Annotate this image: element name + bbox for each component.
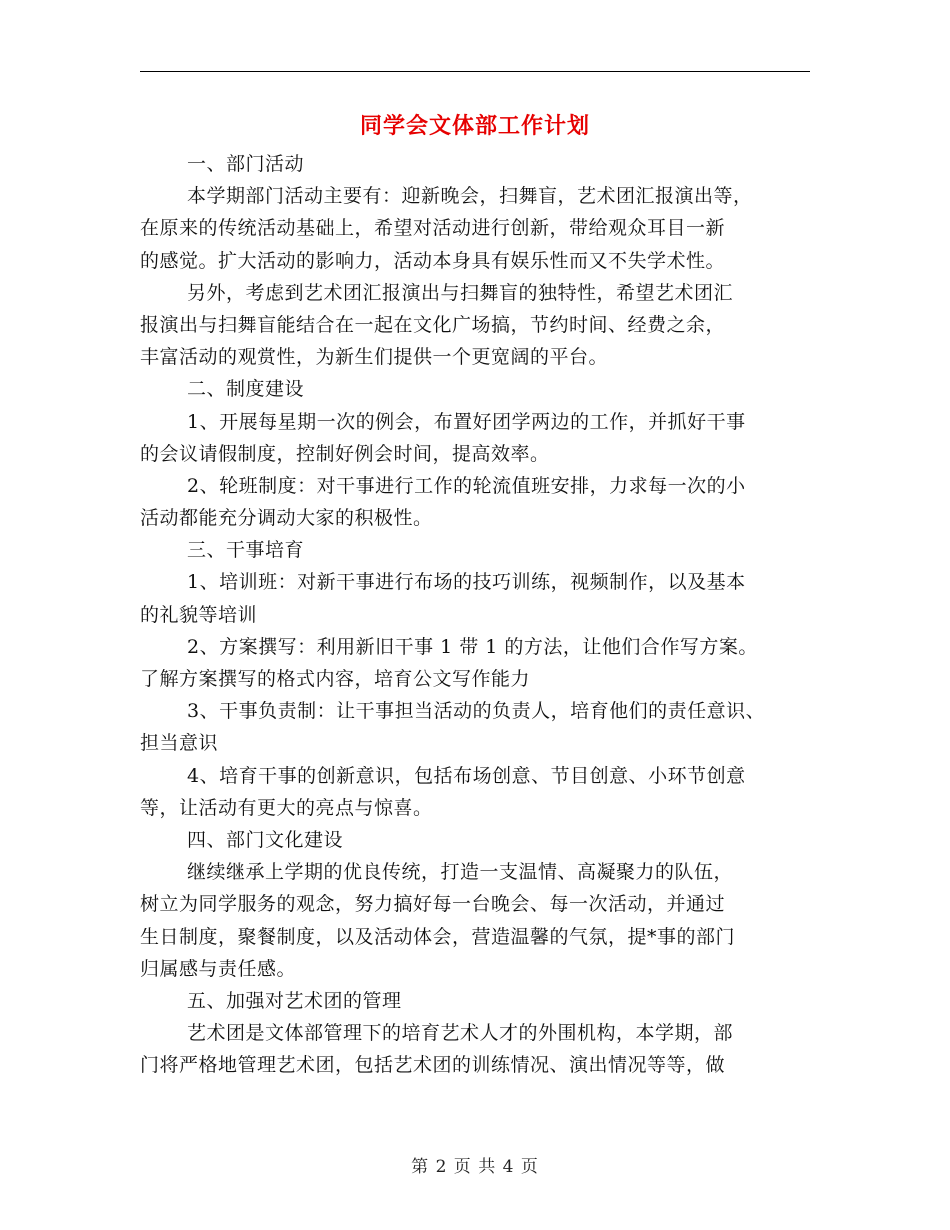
text-line: 继续继承上学期的优良传统，打造一支温情、高凝聚力的队伍， bbox=[187, 861, 734, 884]
text-line: 担当意识 bbox=[140, 732, 219, 755]
text-line: 四、部门文化建设 bbox=[187, 828, 344, 851]
text-line: 一、部门活动 bbox=[187, 153, 305, 175]
text-line: 丰富活动的观赏性，为新生们提供一个更宽阔的平台。 bbox=[140, 346, 609, 369]
text-line: 4、培育干事的创新意识，包括布场创意、节目创意、小环节创意 bbox=[187, 764, 746, 787]
text-line: 树立为同学服务的观念，努力搞好每一台晚会、每一次活动，并通过 bbox=[140, 893, 726, 916]
text-line: 了解方案撰写的格式内容，培育公文写作能力 bbox=[140, 668, 531, 690]
document-body bbox=[140, 148, 810, 1081]
text-line: 门将严格地管理艺术团，包括艺术团的训练情况、演出情况等等，做 bbox=[140, 1054, 726, 1077]
text-line: 2、方案撰写：利用新旧干事 1 带 1 的方法，让他们合作写方案。 bbox=[187, 635, 758, 658]
text-line: 的感觉。扩大活动的影响力，活动本身具有娱乐性而又不失学术性。 bbox=[140, 249, 726, 272]
header-rule bbox=[140, 71, 810, 72]
text-line: 2、轮班制度：对干事进行工作的轮流值班安排，力求每一次的小 bbox=[187, 474, 746, 497]
text-line: 归属感与责任感。 bbox=[140, 957, 297, 980]
text-line: 艺术团是文体部管理下的培育艺术人才的外围机构，本学期，部 bbox=[187, 1022, 734, 1045]
text-line: 报演出与扫舞盲能结合在一起在文化广场搞，节约时间、经费之余， bbox=[140, 313, 726, 336]
text-line: 另外，考虑到艺术团汇报演出与扫舞盲的独特性，希望艺术团汇 bbox=[187, 281, 734, 304]
text-line: 的礼貌等培训 bbox=[140, 603, 258, 626]
text-line: 二、制度建设 bbox=[187, 378, 305, 401]
text-line: 三、干事培育 bbox=[187, 539, 305, 562]
text-line: 3、干事负责制：让干事担当活动的负责人，培育他们的责任意识、 bbox=[187, 700, 766, 723]
text-line: 活动都能充分调动大家的积极性。 bbox=[140, 507, 433, 530]
text-line: 1、培训班：对新干事进行布场的技巧训练，视频制作，以及基本 bbox=[187, 571, 746, 594]
page-footer: 第 2 页 共 4 页 bbox=[411, 1157, 539, 1177]
text-line: 等，让活动有更大的亮点与惊喜。 bbox=[140, 796, 433, 819]
text-line: 生日制度，聚餐制度，以及活动体会，营造温馨的气氛，提*事的部门 bbox=[140, 925, 736, 948]
text-line: 的会议请假制度，控制好例会时间，提高效率。 bbox=[140, 442, 550, 465]
text-line: 1、开展每星期一次的例会，布置好团学两边的工作，并抓好干事 bbox=[187, 410, 746, 433]
document-title: 同学会文体部工作计划 bbox=[359, 113, 590, 139]
text-line: 本学期部门活动主要有：迎新晚会，扫舞盲，艺术团汇报演出等， bbox=[187, 185, 753, 208]
text-line: 在原来的传统活动基础上，希望对活动进行创新，带给观众耳目一新 bbox=[140, 217, 726, 240]
text-line: 五、加强对艺术团的管理 bbox=[187, 989, 402, 1012]
